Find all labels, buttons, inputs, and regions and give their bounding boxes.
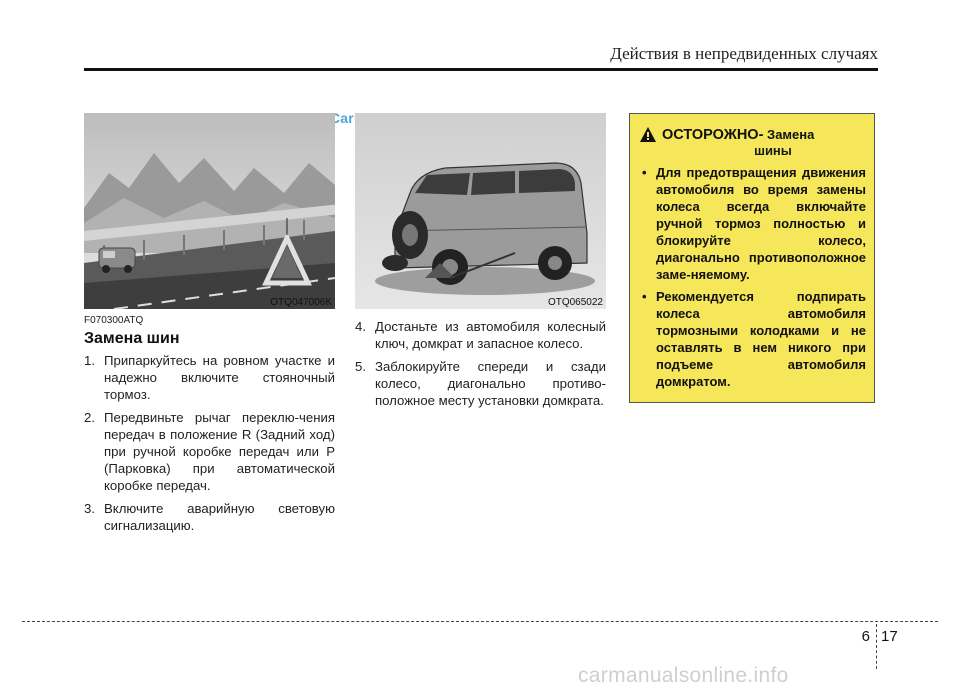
highway-illustration: [84, 113, 335, 309]
steps-right-column: [355, 318, 606, 415]
step-number: 2.: [84, 410, 95, 425]
step-item: [84, 352, 335, 403]
header-rule: [84, 68, 878, 71]
step-item: [355, 318, 606, 352]
step-text: Передвиньте рычаг переклю-чения передач в положение R (Задний ход) при ручной коробке передач или P (Парковка) при автоматической коробке передач.: [104, 410, 335, 493]
bullet-dot: •: [642, 165, 647, 180]
figure-highway-warning-triangle: [84, 113, 335, 309]
warning-subject: Замена: [767, 127, 815, 142]
warning-bullet-text: Рекомендуется подпирать колеса автомобиля тормозными колодками и не оставлять в нем никого при подъеме автомобиля домкратом.: [656, 289, 866, 389]
warning-heading: [640, 126, 866, 144]
warning-label: ОСТОРОЖНО-: [662, 127, 764, 143]
step-text: Включите аварийную световую сигнализацию.: [104, 501, 335, 533]
page-section-number: 6: [861, 628, 870, 645]
warning-bullet: [640, 288, 866, 390]
warning-bullet: [640, 164, 866, 283]
step-item: [84, 500, 335, 534]
page-header-title: Действия в непредвиденных случаях: [610, 44, 878, 63]
watermark-bottom: carmanualsonline.info: [578, 664, 789, 687]
step-text: Припаркуйтесь на ровном участке и надежно включите стояночный тормоз.: [104, 353, 335, 402]
step-text: Заблокируйте спереди и сзади колесо, диагонально противо-положное месту установки домкрата.: [375, 359, 606, 408]
section-title: Замена шин: [84, 330, 180, 347]
warning-triangle-icon: [640, 127, 656, 142]
footer-dashed-rule: [22, 621, 938, 622]
step-number: 1.: [84, 353, 95, 368]
step-item: [84, 409, 335, 494]
figure-code: OTQ047006K: [270, 297, 332, 308]
warning-bullet-text: Для предотвращения движения автомобиля во время замены колеса всегда включайте ручной тормоз полностью и блокируйте колесо, диагонально противоположное заме-няемому.: [656, 165, 866, 282]
warning-box: [629, 113, 875, 403]
page-number-divider: [876, 624, 877, 669]
warning-subject-cont: шины: [754, 143, 792, 158]
bullet-dot: •: [642, 289, 647, 304]
steps-left-column: [84, 352, 335, 540]
figure-code: OTQ065022: [547, 297, 603, 308]
step-item: [355, 358, 606, 409]
figure-minivan-jack: [355, 113, 606, 309]
step-number: 3.: [84, 501, 95, 516]
page-number: 17: [881, 628, 898, 645]
step-text: Достаньте из автомобиля колесный ключ, домкрат и запасное колесо.: [375, 319, 606, 351]
minivan-illustration: [355, 113, 606, 309]
section-code: F070300ATQ: [84, 315, 144, 326]
step-number: 4.: [355, 319, 366, 334]
step-number: 5.: [355, 359, 366, 374]
